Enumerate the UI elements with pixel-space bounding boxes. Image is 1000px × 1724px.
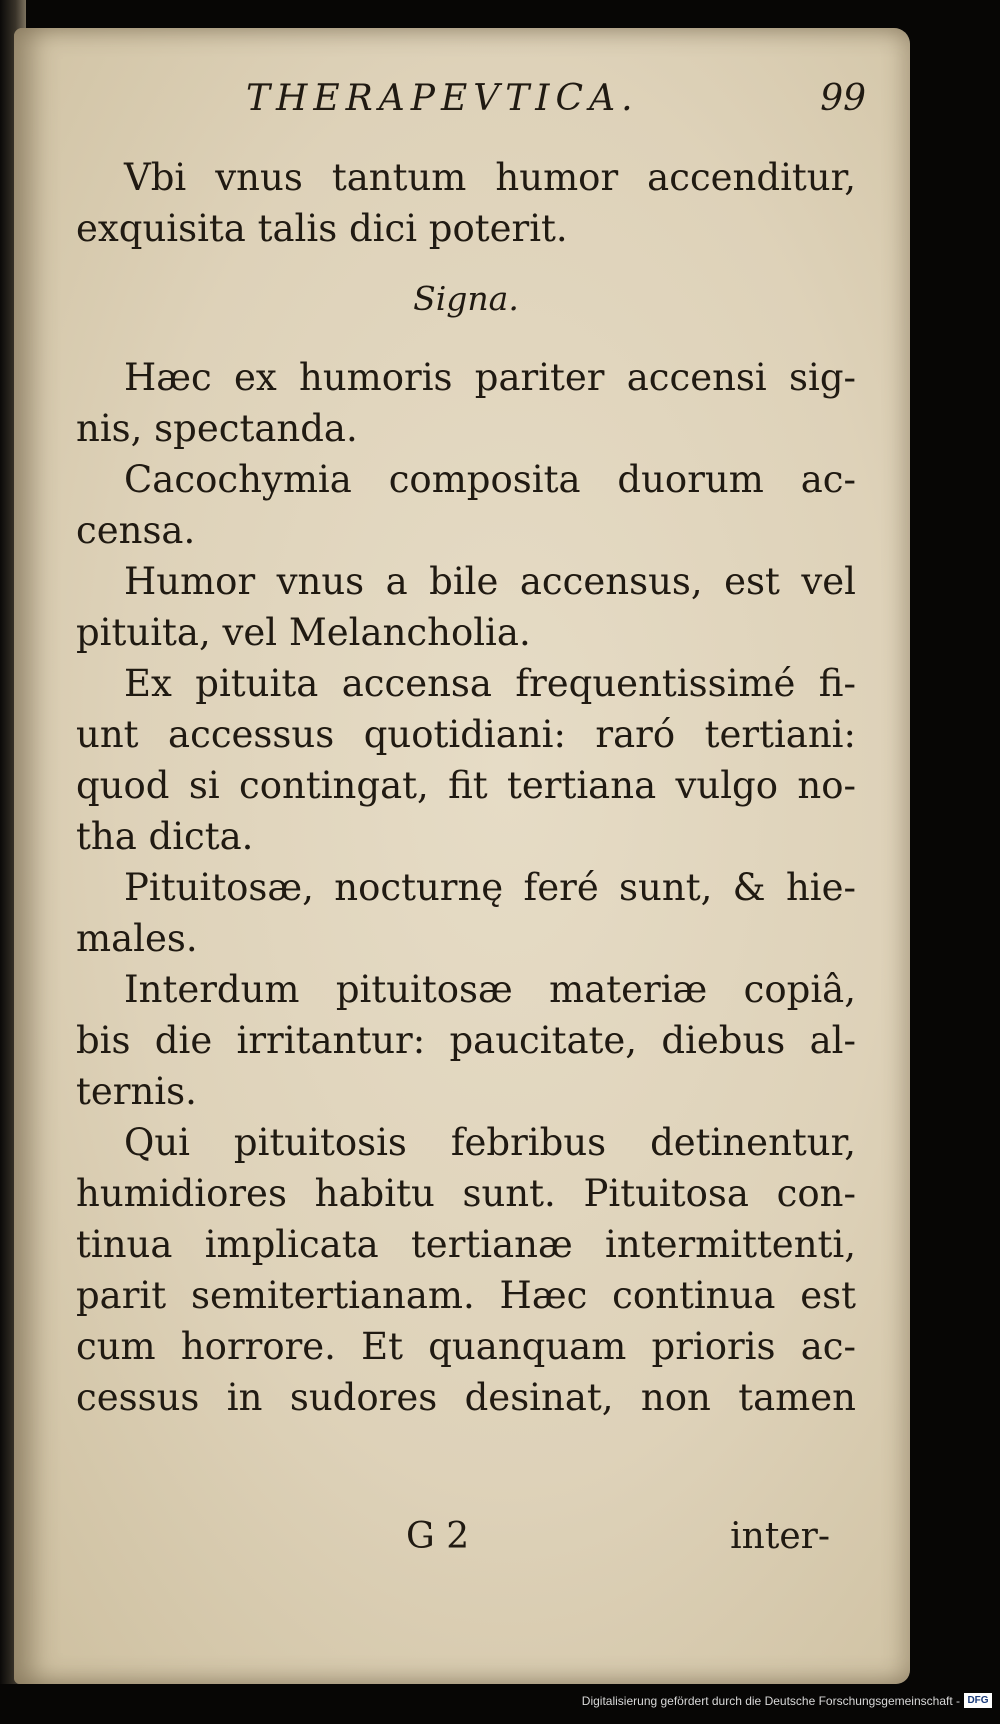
page-number: 99 — [820, 78, 866, 119]
text-line: quod si contingat, fit tertiana vulgo no- — [76, 764, 856, 807]
catchword: inter- — [730, 1516, 830, 1557]
text-line: males. — [76, 917, 198, 960]
text-line: censa. — [76, 509, 196, 552]
running-header — [246, 78, 866, 138]
text-line: Ex pituita accensa frequentissimé fi- — [124, 662, 856, 705]
text-line: cum horrore. Et quanquam prioris ac- — [76, 1325, 856, 1368]
dfg-logo: DFG — [964, 1693, 992, 1708]
text-line: Cacochymia composita duorum ac- — [124, 458, 856, 501]
text-line: pituita, vel Melancholia. — [76, 611, 531, 654]
text-line: exquisita talis dici poterit. — [76, 207, 568, 250]
digitization-footer — [0, 1684, 1000, 1724]
text-line: bis die irritantur: paucitate, diebus al- — [76, 1019, 856, 1062]
text-line: Qui pituitosis febribus detinentur, — [124, 1121, 856, 1164]
text-line: Pituitosæ, nocturnę feré sunt, & hie- — [124, 866, 856, 909]
page-body — [76, 152, 856, 1423]
text-line: tinua implicata tertianæ intermittenti, — [76, 1223, 856, 1266]
running-title: THERAPEVTICA. — [246, 78, 639, 119]
text-line: Vbi vnus tantum humor accenditur, — [124, 156, 856, 199]
text-line: cessus in sudores desinat, non tamen — [76, 1376, 856, 1419]
text-line: unt accessus quotidiani: raró tertiani: — [76, 713, 856, 756]
section-heading: Signa. — [413, 279, 519, 318]
page-foot — [76, 1516, 856, 1572]
book-page — [14, 28, 910, 1684]
text-line: humidiores habitu sunt. Pituitosa con- — [76, 1172, 856, 1215]
text-line: Interdum pituitosæ materiæ copiâ, — [124, 968, 856, 1011]
signature-mark: G 2 — [406, 1516, 470, 1557]
text-line: Humor vnus a bile accensus, est vel — [124, 560, 856, 603]
text-line: parit semitertianam. Hæc continua est — [76, 1274, 856, 1317]
text-line: ternis. — [76, 1070, 197, 1113]
text-line: nis, spectanda. — [76, 407, 358, 450]
text-line: Hæc ex humoris pariter accensi sig- — [124, 356, 856, 399]
text-line: tha dicta. — [76, 815, 254, 858]
funding-credit: Digitalisierung gefördert durch die Deutsche Forschungsgemeinschaft - — [581, 1694, 960, 1708]
